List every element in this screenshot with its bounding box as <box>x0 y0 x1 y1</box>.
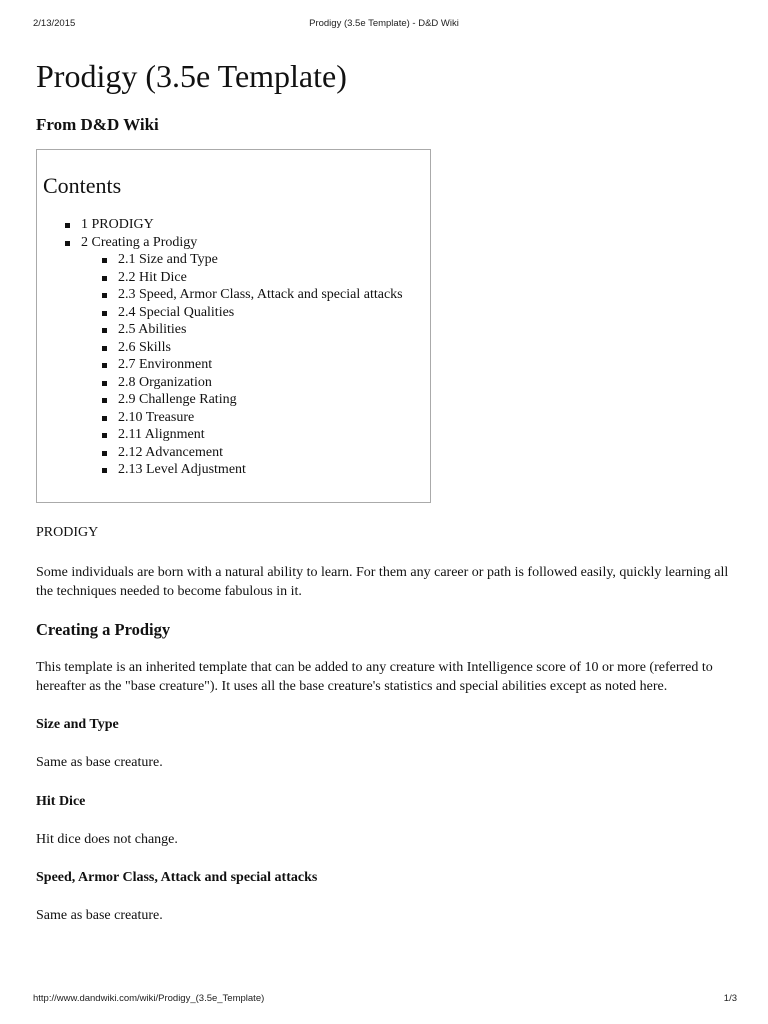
bullet-icon <box>102 311 107 316</box>
toc-list <box>43 216 430 479</box>
size-type-heading: Size and Type <box>36 717 119 732</box>
creating-heading: Creating a Prodigy <box>36 620 171 639</box>
speed-text: Same as base creature. <box>36 908 163 923</box>
toc-item[interactable] <box>43 356 430 374</box>
toc-item-label[interactable]: 2.5 Abilities <box>118 322 187 337</box>
toc-item-label[interactable]: 1 PRODIGY <box>81 217 154 232</box>
print-header <box>0 18 768 32</box>
toc-item-label[interactable]: 2.1 Size and Type <box>118 252 218 267</box>
toc-item[interactable] <box>43 426 430 444</box>
toc-item[interactable] <box>43 251 430 269</box>
bullet-icon <box>102 328 107 333</box>
toc-item-label[interactable]: 2.4 Special Qualities <box>118 304 235 320</box>
bullet-icon <box>102 346 107 351</box>
bullet-icon <box>102 276 107 281</box>
toc-item[interactable] <box>43 409 430 427</box>
bullet-icon <box>102 363 107 368</box>
page-title: Prodigy (3.5e Template) <box>36 58 347 94</box>
toc-item-label[interactable]: 2.13 Level Adjustment <box>118 462 246 477</box>
bullet-icon <box>102 398 107 403</box>
speed-heading: Speed, Armor Class, Attack and special attacks <box>36 870 318 885</box>
toc-item[interactable] <box>43 234 430 252</box>
bullet-icon <box>65 241 70 246</box>
bullet-icon <box>102 293 107 298</box>
toc-item-label[interactable]: 2.6 Skills <box>118 339 171 355</box>
bullet-icon <box>102 451 107 456</box>
print-date: 2/13/2015 <box>33 18 76 29</box>
toc-item-label[interactable]: 2.7 Environment <box>118 357 213 372</box>
from-line: From D&D Wiki <box>36 115 159 134</box>
toc-item-label[interactable]: 2.12 Advancement <box>118 444 223 460</box>
prodigy-heading: PRODIGY <box>36 525 99 540</box>
toc-item[interactable] <box>43 286 430 304</box>
toc-item-label[interactable]: 2 Creating a Prodigy <box>81 234 198 250</box>
print-url: http://www.dandwiki.com/wiki/Prodigy_(3.5e_Template) <box>33 993 265 1004</box>
bullet-icon <box>102 433 107 438</box>
toc-item[interactable] <box>43 269 430 287</box>
toc-item-label[interactable]: 2.9 Challenge Rating <box>118 392 237 407</box>
hit-dice-text: Hit dice does not change. <box>36 831 178 847</box>
article-content <box>36 56 736 926</box>
toc-item-label[interactable]: 2.8 Organization <box>118 374 212 390</box>
toc-title: Contents <box>43 173 122 198</box>
size-type-text: Same as base creature. <box>36 755 163 770</box>
hit-dice-heading: Hit Dice <box>36 793 86 809</box>
toc-item[interactable] <box>43 444 430 462</box>
table-of-contents <box>36 149 431 503</box>
toc-item-label[interactable]: 2.2 Hit Dice <box>118 269 187 285</box>
toc-item[interactable] <box>43 321 430 339</box>
bullet-icon <box>65 223 70 228</box>
toc-item-label[interactable]: 2.10 Treasure <box>118 409 195 425</box>
page-number: 1/3 <box>723 993 737 1004</box>
toc-item[interactable] <box>43 216 430 234</box>
bullet-icon <box>102 381 107 386</box>
creating-text: This template is an inherited template that can be added to any creature with Intelligence score of 10 or more (referred to hereafter as the "base creature"). It uses all the base creature's statistics and special abilities except as noted here. <box>36 660 713 694</box>
toc-item[interactable] <box>43 461 430 479</box>
toc-item[interactable] <box>43 304 430 322</box>
toc-item-label[interactable]: 2.11 Alignment <box>118 427 205 442</box>
prodigy-text: Some individuals are born with a natural ability to learn. For them any career or path is followed easily, quickly learning all the techniques needed to become fabulous in it. <box>36 565 729 599</box>
toc-item[interactable] <box>43 391 430 409</box>
toc-item-label[interactable]: 2.3 Speed, Armor Class, Attack and special attacks <box>118 287 403 302</box>
print-page-title: Prodigy (3.5e Template) - D&D Wiki <box>309 18 459 29</box>
toc-item[interactable] <box>43 339 430 357</box>
bullet-icon <box>102 416 107 421</box>
toc-item[interactable] <box>43 374 430 392</box>
bullet-icon <box>102 258 107 263</box>
bullet-icon <box>102 468 107 473</box>
